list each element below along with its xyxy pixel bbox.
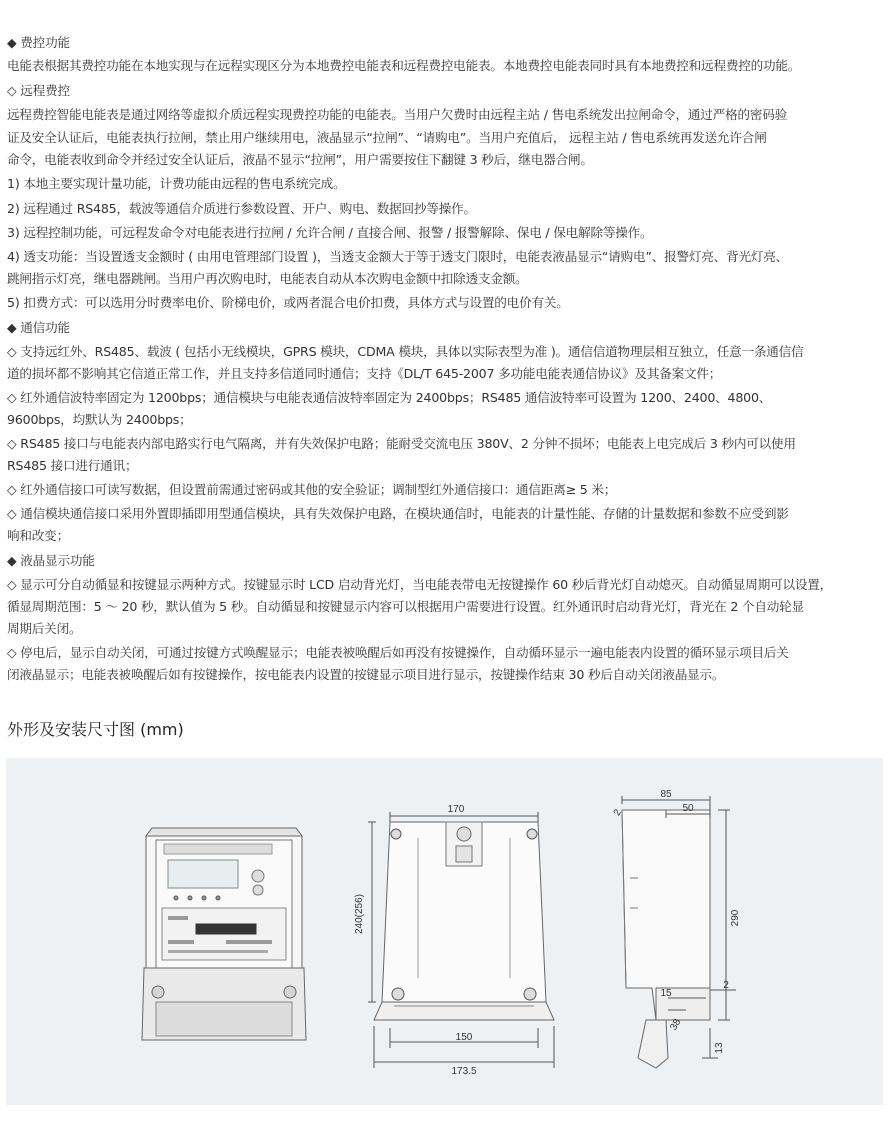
paragraph-line: 证及安全认证后，电能表执行拉闸，禁止用户继续用电，液晶显示“拉闸”、“请购电”。当用户充值后， 远程主站 / 售电系统再发送允许合闸 xyxy=(7,130,767,145)
meter-back-view xyxy=(368,812,554,1068)
dim-side-small-3: 13 xyxy=(714,1042,725,1054)
list-item: 1) 本地主要实现计量功能，计费功能由远程的售电系统完成。 xyxy=(7,176,346,191)
list-item: 循显周期范围：5 ～ 20 秒，默认值为 5 秒。自动循显和按键显示内容可以根据用户需要进行设置。红外通讯时启动背光灯，背光在 2 个自动轮显 xyxy=(7,599,804,614)
list-item: RS485 接口进行通讯； xyxy=(7,458,138,473)
list-item: ◇ 支持远红外、RS485、载波 ( 包括小无线模块，GPRS 模块，CDMA 模块，具体以实际表型为准 )。通信信道物理层相互独立，任意一条通信信 xyxy=(7,344,804,359)
paragraph-line: 电能表根据其费控功能在本地实现与在远程实现区分为本地费控电能表和远程费控电能表。本地费控电能表同时具有本地费控和远程费控的功能。 xyxy=(7,58,801,73)
list-item: 响和改变； xyxy=(7,528,69,543)
list-item: 3) 远程控制功能，可远程发命令对电能表进行拉闸 / 允许合闸 / 直接合闸、报警 / 报警解除、保电 / 保电解除等操作。 xyxy=(7,225,653,240)
dim-side-small-1: 2 xyxy=(723,980,729,991)
dim-side-height: 290 xyxy=(730,909,741,927)
list-item: 9600bps，均默认为 2400bps； xyxy=(7,412,192,427)
heading-fee-control: ◆ 费控功能 xyxy=(7,35,70,50)
list-item: 周期后关闭。 xyxy=(7,621,82,636)
dim-side-top-1: 85 xyxy=(660,789,672,800)
dim-bottom-width-1: 150 xyxy=(455,1032,473,1043)
dim-back-height: 240(256) xyxy=(354,893,365,935)
list-item: ◇ 显示可分自动循显和按键显示两种方式。按键显示时 LCD 启动背光灯，当电能表带电无按键操作 60 秒后背光灯自动熄灭。自动循显周期可以设置， xyxy=(7,577,833,592)
dim-bottom-width-2: 173.5 xyxy=(451,1066,477,1077)
list-item: 2) 远程通过 RS485，载波等通信介质进行参数设置、开户、购电、数据回抄等操作。 xyxy=(7,201,476,216)
list-item: ◇ 通信模块通信接口采用外置即插即用型通信模块，具有失效保护电路，在模块通信时，电能表的计量性能、存储的计量数据和参数不应受到影 xyxy=(7,506,789,521)
heading-lcd-display: ◆ 液晶显示功能 xyxy=(7,553,95,568)
list-item: ◇ 停电后，显示自动关闭，可通过按键方式唤醒显示；电能表被唤醒后如再没有按键操作，自动循环显示一遍电能表内设置的循环显示项目后关 xyxy=(7,645,789,660)
list-item: 跳闸指示灯亮，继电器跳闸。当用户再次购电时，电能表自动从本次购电金额中扣除透支金额。 xyxy=(7,271,528,286)
dim-side-small-2: 15 xyxy=(660,988,672,999)
dim-side-small-4: 38 xyxy=(668,1017,684,1033)
paragraph-line: 远程费控智能电能表是通过网络等虚拟介质远程实现费控功能的电能表。当用户欠费时由远程主站 / 售电系统发出拉闸命令，通过严格的密码验 xyxy=(7,107,788,122)
paragraph-line: 命令，电能表收到命令并经过安全认证后，液晶不显示“拉闸”，用户需要按住下翻键 3 秒后，继电器合闸。 xyxy=(7,152,593,167)
list-item: 4) 透支功能：当设置透支金额时 ( 由用电管理部门设置 )，当透支金额大于等于透支门限时，电能表液晶显示“请购电”、报警灯亮、背光灯亮、 xyxy=(7,249,789,264)
subheading-remote-fee-control: ◇ 远程费控 xyxy=(7,83,70,98)
dimension-drawing xyxy=(6,758,883,1105)
list-item: 闭液晶显示；电能表被唤醒后如有按键操作，按电能表内设置的按键显示项目进行显示，按键操作结束 30 秒后自动关闭液晶显示。 xyxy=(7,667,725,682)
dim-side-top-2: 50 xyxy=(682,803,694,814)
heading-communication: ◆ 通信功能 xyxy=(7,320,70,335)
dim-side-small-5: 2 xyxy=(611,807,624,818)
meter-front-view xyxy=(142,828,306,1040)
list-item: ◇ 红外通信接口可读写数据，但设置前需通过密码或其他的安全验证；调制型红外通信接口：通信距离≥ 5 米； xyxy=(7,482,617,497)
dim-back-width: 170 xyxy=(447,804,465,815)
list-item: 道的损坏都不影响其它信道正常工作，并且支持多信道同时通信；支持《DL/T 645-2007 多功能电能表通信协议》及其备案文件； xyxy=(7,366,722,381)
figure-title: 外形及安装尺寸图 (mm) xyxy=(7,720,184,739)
list-item: 5) 扣费方式：可以选用分时费率电价、阶梯电价，或两者混合电价扣费，具体方式与设置的电价有关。 xyxy=(7,295,569,310)
dimension-drawing-panel xyxy=(6,758,883,1105)
list-item: ◇ RS485 接口与电能表内部电路实行电气隔离，并有失效保护电路；能耐受交流电压 380V、2 分钟不损坏；电能表上电完成后 3 秒内可以使用 xyxy=(7,436,796,451)
list-item: ◇ 红外通信波特率固定为 1200bps；通信模块与电能表通信波特率固定为 2400bps；RS485 通信波特率可设置为 1200、2400、4800、 xyxy=(7,390,772,405)
